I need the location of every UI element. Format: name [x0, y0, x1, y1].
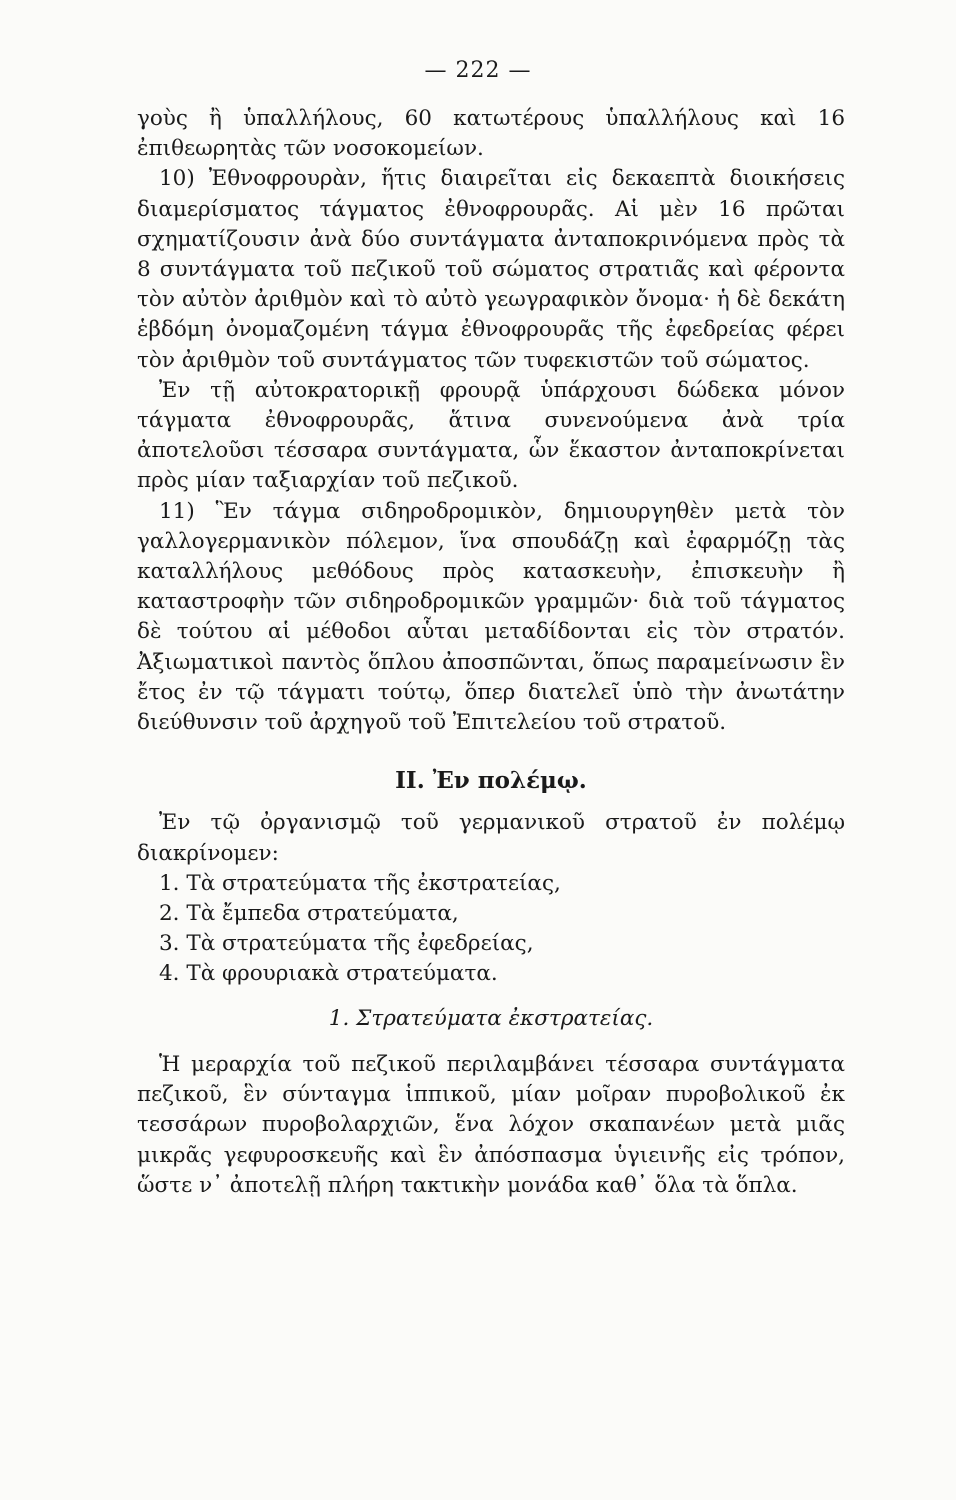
- category-list: [137, 869, 845, 990]
- paragraph-item-10: 10) Ἐθνοφρουρὰν, ἥτις διαιρεῖται εἰς δεκαεπτὰ διοικήσεις διαμερίσματος τάγματος ἐθνοφρουρᾶς. Αἱ μὲν 16 πρῶται σχηματίζουσιν ἀνὰ δύο συντάγματα ἀνταποκρινόμενα πρὸς τὰ 8 συντάγματα τοῦ πεζικοῦ τοῦ σώματος στρατιᾶς καὶ φέροντα τὸν αὐτὸν ἀριθμὸν καὶ τὸ αὐτὸ γεωγραφικὸν ὄνομα· ἡ δὲ δεκάτη ἑβδόμη ὀνομαζομένη τάγμα ἐθνοφρουρᾶς τῆς ἐφεδρείας φέρει τὸν ἀριθμὸν τοῦ συντάγματος τῶν τυφεκιστῶν τοῦ σώματος.: [137, 166, 845, 373]
- paragraph-item-11: 11) Ἓν τάγμα σιδηροδρομικὸν, δημιουργηθὲν μετὰ τὸν γαλλογερμανικὸν πόλεμον, ἵνα σπουδάζῃ καὶ ἐφαρμόζῃ τὰς καταλλήλους μεθόδους πρὸς κατασκευὴν, ἐπισκευὴν ἢ καταστροφὴν τῶν σιδηροδρομικῶν γραμμῶν· διὰ τοῦ τάγματος δὲ τούτου αἱ μέθοδοι αὗται μεταδίδονται εἰς τὸν στρατόν. Ἀξιωματικοὶ παντὸς ὅπλου ἀποσπῶνται, ὅπως παραμείνωσιν ἓν ἔτος ἐν τῷ τάγματι τούτῳ, ὅπερ διατελεῖ ὑπὸ τὴν ἀνωτάτην διεύθυνσιν τοῦ ἀρχηγοῦ τοῦ Ἐπιτελείου τοῦ στρατοῦ.: [137, 498, 845, 736]
- list-item: 3. Τὰ στρατεύματα τῆς ἐφεδρείας,: [159, 931, 534, 957]
- list-item: 2. Τὰ ἔμπεδα στρατεύματα,: [159, 901, 459, 927]
- paragraph-division: Ἡ μεραρχία τοῦ πεζικοῦ περιλαμβάνει τέσσαρα συντάγματα πεζικοῦ, ἓν σύνταγμα ἱππικοῦ, μίαν μοῖραν πυροβολικοῦ ἐκ τεσσάρων πυροβολαρχιῶν, ἕνα λόχον σκαπανέων μετὰ μιᾶς μικρᾶς γεφυροσκευῆς καὶ ἓν ἀπόσπασμα ὑγιεινῆς εἰς τρόπον, ὥστε ν᾽ ἀποτελῇ πλήρη τακτικὴν μονάδα καθ᾽ ὅλα τὰ ὅπλα.: [137, 1051, 845, 1198]
- paragraph-continuation: γοὺς ἢ ὑπαλλήλους, 60 κατωτέρους ὑπαλλήλους καὶ 16 ἐπιθεωρητὰς τῶν νοσοκομείων.: [137, 106, 845, 162]
- list-item: 1. Τὰ στρατεύματα τῆς ἐκστρατείας,: [159, 870, 561, 896]
- subheading: 1. Στρατεύματα ἐκστρατείας.: [328, 1005, 654, 1031]
- page-body: [137, 104, 845, 1201]
- page-number: — 222 —: [424, 58, 532, 83]
- section-heading: II. Ἐν πολέμῳ.: [395, 767, 587, 795]
- paragraph-imperial-guard: Ἐν τῇ αὐτοκρατορικῇ φρουρᾷ ὑπάρχουσι δώδεκα μόνον τάγματα ἐθνοφρουρᾶς, ἅτινα συνενούμενα ἀνὰ τρία ἀποτελοῦσι τέσσαρα συντάγματα, ὧν ἕκαστον ἀνταποκρίνεται πρὸς μίαν ταξιαρχίαν τοῦ πεζικοῦ.: [137, 377, 845, 494]
- intro-sentence: Ἐν τῷ ὀργανισμῷ τοῦ γερμανικοῦ στρατοῦ ἐν πολέμῳ διακρίνομεν:: [137, 810, 845, 866]
- list-item: 4. Τὰ φρουριακὰ στρατεύματα.: [159, 961, 498, 987]
